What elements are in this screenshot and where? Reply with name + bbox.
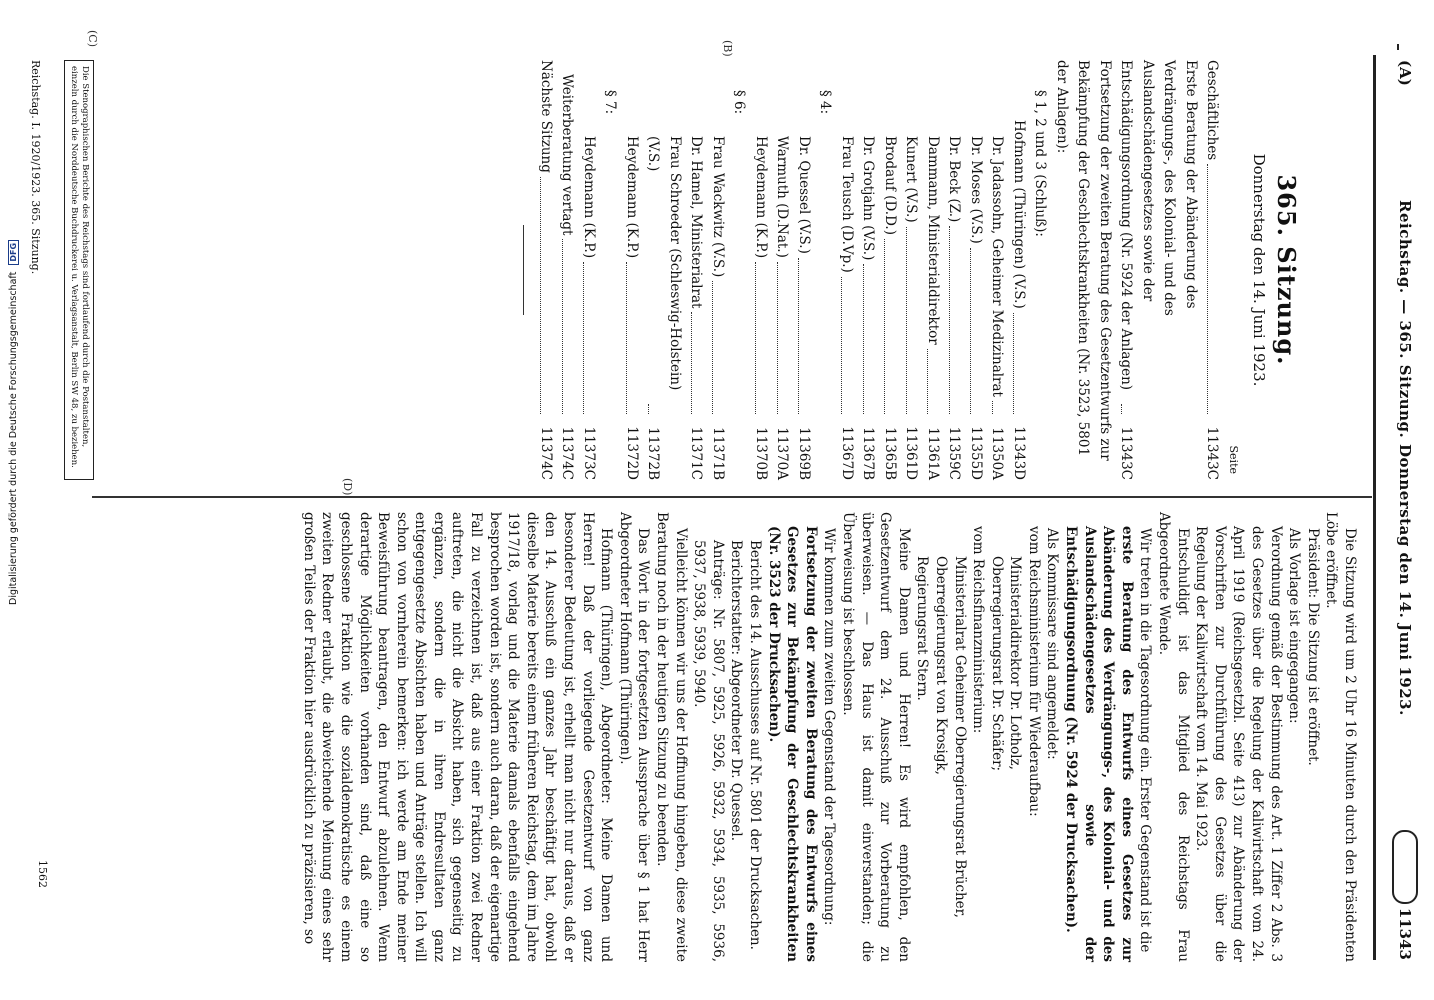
page-stamp [1392,830,1418,904]
toc-row: Dr. Jadassohn, Geheimer Medizinalrat 11350A [989,136,1006,480]
paragraph: Wir kommen zum zweiten Gegenstand der Tagesordnung: [821,528,838,926]
toc-row: Dr. Quessel (V.S.) 11369B [796,136,812,480]
toc-row: Weiterberatung vertagt 11374C [559,74,576,480]
toc-row: Hofmann (Thüringen) (V.S.) 11343D [1011,120,1027,480]
toc-row: Geschäftliches 11343C [1204,60,1221,480]
signature-number: 1562 [36,860,49,888]
paragraph: Als Kommissare sind angemeldet: [1044,528,1061,760]
distribution-notice: Die Stenographischen Berichte des Reichstags sind fortlaufend durch die Postanstalten, einzeln durch die Norddeutsche Buchdruckerei u. Verlagsanstalt, Berlin SW 48, zu beziehen. [64,60,94,480]
paragraph: vom Reichsministerium für Wiederaufbau: [1025,526,1042,817]
paragraph: Präsident: Die Sitzung ist eröffnet. [1304,528,1321,766]
session-title: 365. Sitzung. [1272,174,1301,366]
toc-row: Kunert (V.S.) 11361D [903,136,920,480]
toc-row: Dr. Beck (Z.) 11359C [946,136,963,480]
paragraph: Bericht des 14. Ausschusses auf Nr. 5801 der Drucksachen. [747,540,763,950]
toc-end-rule [524,225,525,315]
toc-row: Nächste Sitzung 11374C [538,60,554,480]
column-divider [92,496,1372,498]
folio-mark: (A) [1396,60,1414,86]
page-number: 11343 [1396,907,1414,960]
crop-mark [1397,44,1399,50]
volume-footer: Reichstag. I. 1920/1923. 365. Sitzung. [29,60,42,275]
paragraph: Das Wort in der fortgesetzten Aussprache über § 1 hat Herr Abgeordneter Hofmann (Thüringen). [616,512,652,962]
toc-row: Dr. Moses (V.S.) 11355D [968,136,984,480]
paragraph: Vielleicht können wir uns der Hoffnung hingeben, diese zweite Beratung noch in der heutigen Sitzung zu beenden. [654,512,689,962]
margin-mark-b: (B) [721,40,734,57]
toc-row: Dr. Hamel, Ministerialrat 11371C [688,136,705,480]
margin-mark-d: (D) [341,478,354,496]
toc-row: Frau Teusch (D.Vp.) 11367D [839,136,855,480]
toc-section: § 6: [731,90,748,115]
paragraph: vom Reichsfinanzministerium: [970,526,987,734]
toc-row: Heydemann (K.P.) 11372D [624,136,640,480]
paragraph: Wir treten in die Tagesordnung ein. Erster Gegenstand ist die [1137,528,1154,953]
toc-section: § 4: [817,90,834,115]
opening-line: Die Sitzung wird um 2 Uhr 16 Minuten durch den Präsidenten Löbe eröffnet. [1323,512,1358,962]
toc-row: Erste Beratung der Abänderung des Verdrängungs-, des Kolonial- und des Auslandschädengesetzes sowie der Entschädigungsordnung (Nr. 5924 der Anlagen) 11343C [1118,60,1199,480]
toc-row: Warmuth (D.Nat.) 11370A [774,136,791,480]
paragraph: Oberregierungsrat von Krosigk, [932,556,949,775]
proceedings-text [299,512,1359,962]
toc-row: Heydemann (K.P.) 11373C [581,136,597,480]
table-of-contents [520,60,1360,480]
paragraph: Berichterstatter: Abgeordneter Dr. Quessel. [728,540,745,842]
margin-mark-c: (C) [86,30,99,47]
toc-row: Frau Wackwitz (V.S.) 11371B [710,136,726,480]
paragraph: Als Vorlage ist eingegangen: [1286,528,1303,724]
speech-paragraph: Hofmann (Thüringen), Abgeordneter: Meine Damen und Herren! Daß der vorliegende Gesetzentwurf von ganz besonderer Bedeutung ist, erhellt man nicht nur daraus, daß er den 14. Ausschuß ein ganzes Jahr beschäftigt hat, obwohl dieselbe Materie bereits einem früheren Reichstag, dem im Jahre 1917/18, vorlag und die Materie damals ebenfalls eingehend besprochen worden ist, sondern auch daran, daß der eigenartige Fall zu verzeichnen ist, daß aus einer Fraktion zwei Redner auftreten, die nicht die Absicht haben, sich gegenseitig zu ergänzen, sondern die in ihren Endresultaten ganz entgegengesetzte Absichten haben und Anträge stellen. Ich will schon von vornherein bemerken: ich werde am Ende meiner Beweisführung beantragen, den Entwurf abzulehnen. Wenn derartige Möglichkeiten vorhanden sind, daß eine so geschlossene Fraktion wie die sozialdemokratische es einem zweiten Redner erlaubt, die abweichende Meinung eines sehr großen Teiles der Fraktion hier ausdrücklich zu präzisieren, so [300,512,615,962]
paragraph: Meine Damen und Herren! Es wird empfohlen, den Gesetzentwurf dem 24. Ausschuß zur Vorberatung zu überweisen. — Das Haus ist damit einverstanden; die Überweisung ist beschlossen. [839,512,912,962]
toc-section: § 1, 2 und 3 (Schluß): [1032,90,1049,237]
agenda-item: Fortsetzung der zweiten Beratung des Entwurfs eines Gesetzes zur Bekämpfung der Geschlechtskrankheiten (Nr. 3523 der Drucksachen). [765,526,819,962]
header-rule [1373,55,1376,960]
session-date: Donnerstag den 14. Juni 1923. [1250,153,1269,387]
running-head: Reichstag. — 365. Sitzung. Donnerstag den 14. Juni 1923. [1396,200,1414,716]
toc-row: Dr. Grotjahn (V.S.) 11367B [860,136,877,480]
paragraph: Verordnung gemäß der Bestimmung des Art. 1 Ziffer 2 Abs. 3 des Gesetzes über die Regelung der Kaliwirtschaft vom 24. April 1919 (Reichsgesetzbl. Seite 413) zur Abänderung der Vorschriften zur Durchführung des Gesetzes über die Regelung der Kaliwirtschaft vom 14. Mai 1923. [1193,526,1284,962]
toc-row: Heydemann (K.P.) 11370B [753,136,769,480]
agenda-item: erste Beratung des Entwurfs eines Gesetzes zur Abänderung des Verdrängungs-, des Kolonial- und des Auslandschädengesetzes sowie der Entschädigungsordnung (Nr. 5924 der Drucksachen). [1063,526,1135,962]
paragraph: Ministerialrat Geheimer Oberregierungsrat Brücher, [951,556,968,918]
paragraph: Oberregierungsrat Dr. Schäfer; [988,556,1005,772]
paragraph: Entschuldigt ist das Mitglied des Reichstags Frau Abgeordnete Wende. [1156,512,1191,962]
toc-row: Frau Schroeder (Schleswig-Holstein) (V.S.) 11372B [645,136,683,480]
seite-label: Seite [1227,445,1240,474]
dfg-logo: DFG [8,240,19,265]
toc-row: Brodauf (D.D.) 11365B [882,136,898,480]
toc-section: § 7: [602,90,619,115]
paragraph: Regierungsrat Stern. [914,556,931,701]
paragraph: Ministerialdirektor Dr. Lotholz, [1007,556,1024,770]
digitization-credit: Digitalisierung gefördert durch die Deutsche Forschungsgemeinschaft DFG [8,215,22,605]
toc-heading: Fortsetzung der zweiten Beratung des Gesetzentwurfs zur Bekämpfung der Geschlechtskrankheiten (Nr. 3523, 5801 der Anlagen): [1054,60,1113,461]
paragraph: Anträge: Nr. 5807, 5925, 5926, 5932, 5934, 5935, 5936, 5937, 5938, 5939, 5940. [691,540,726,962]
toc-row: Dammann, Ministerialdirektor 11361A [925,136,941,480]
